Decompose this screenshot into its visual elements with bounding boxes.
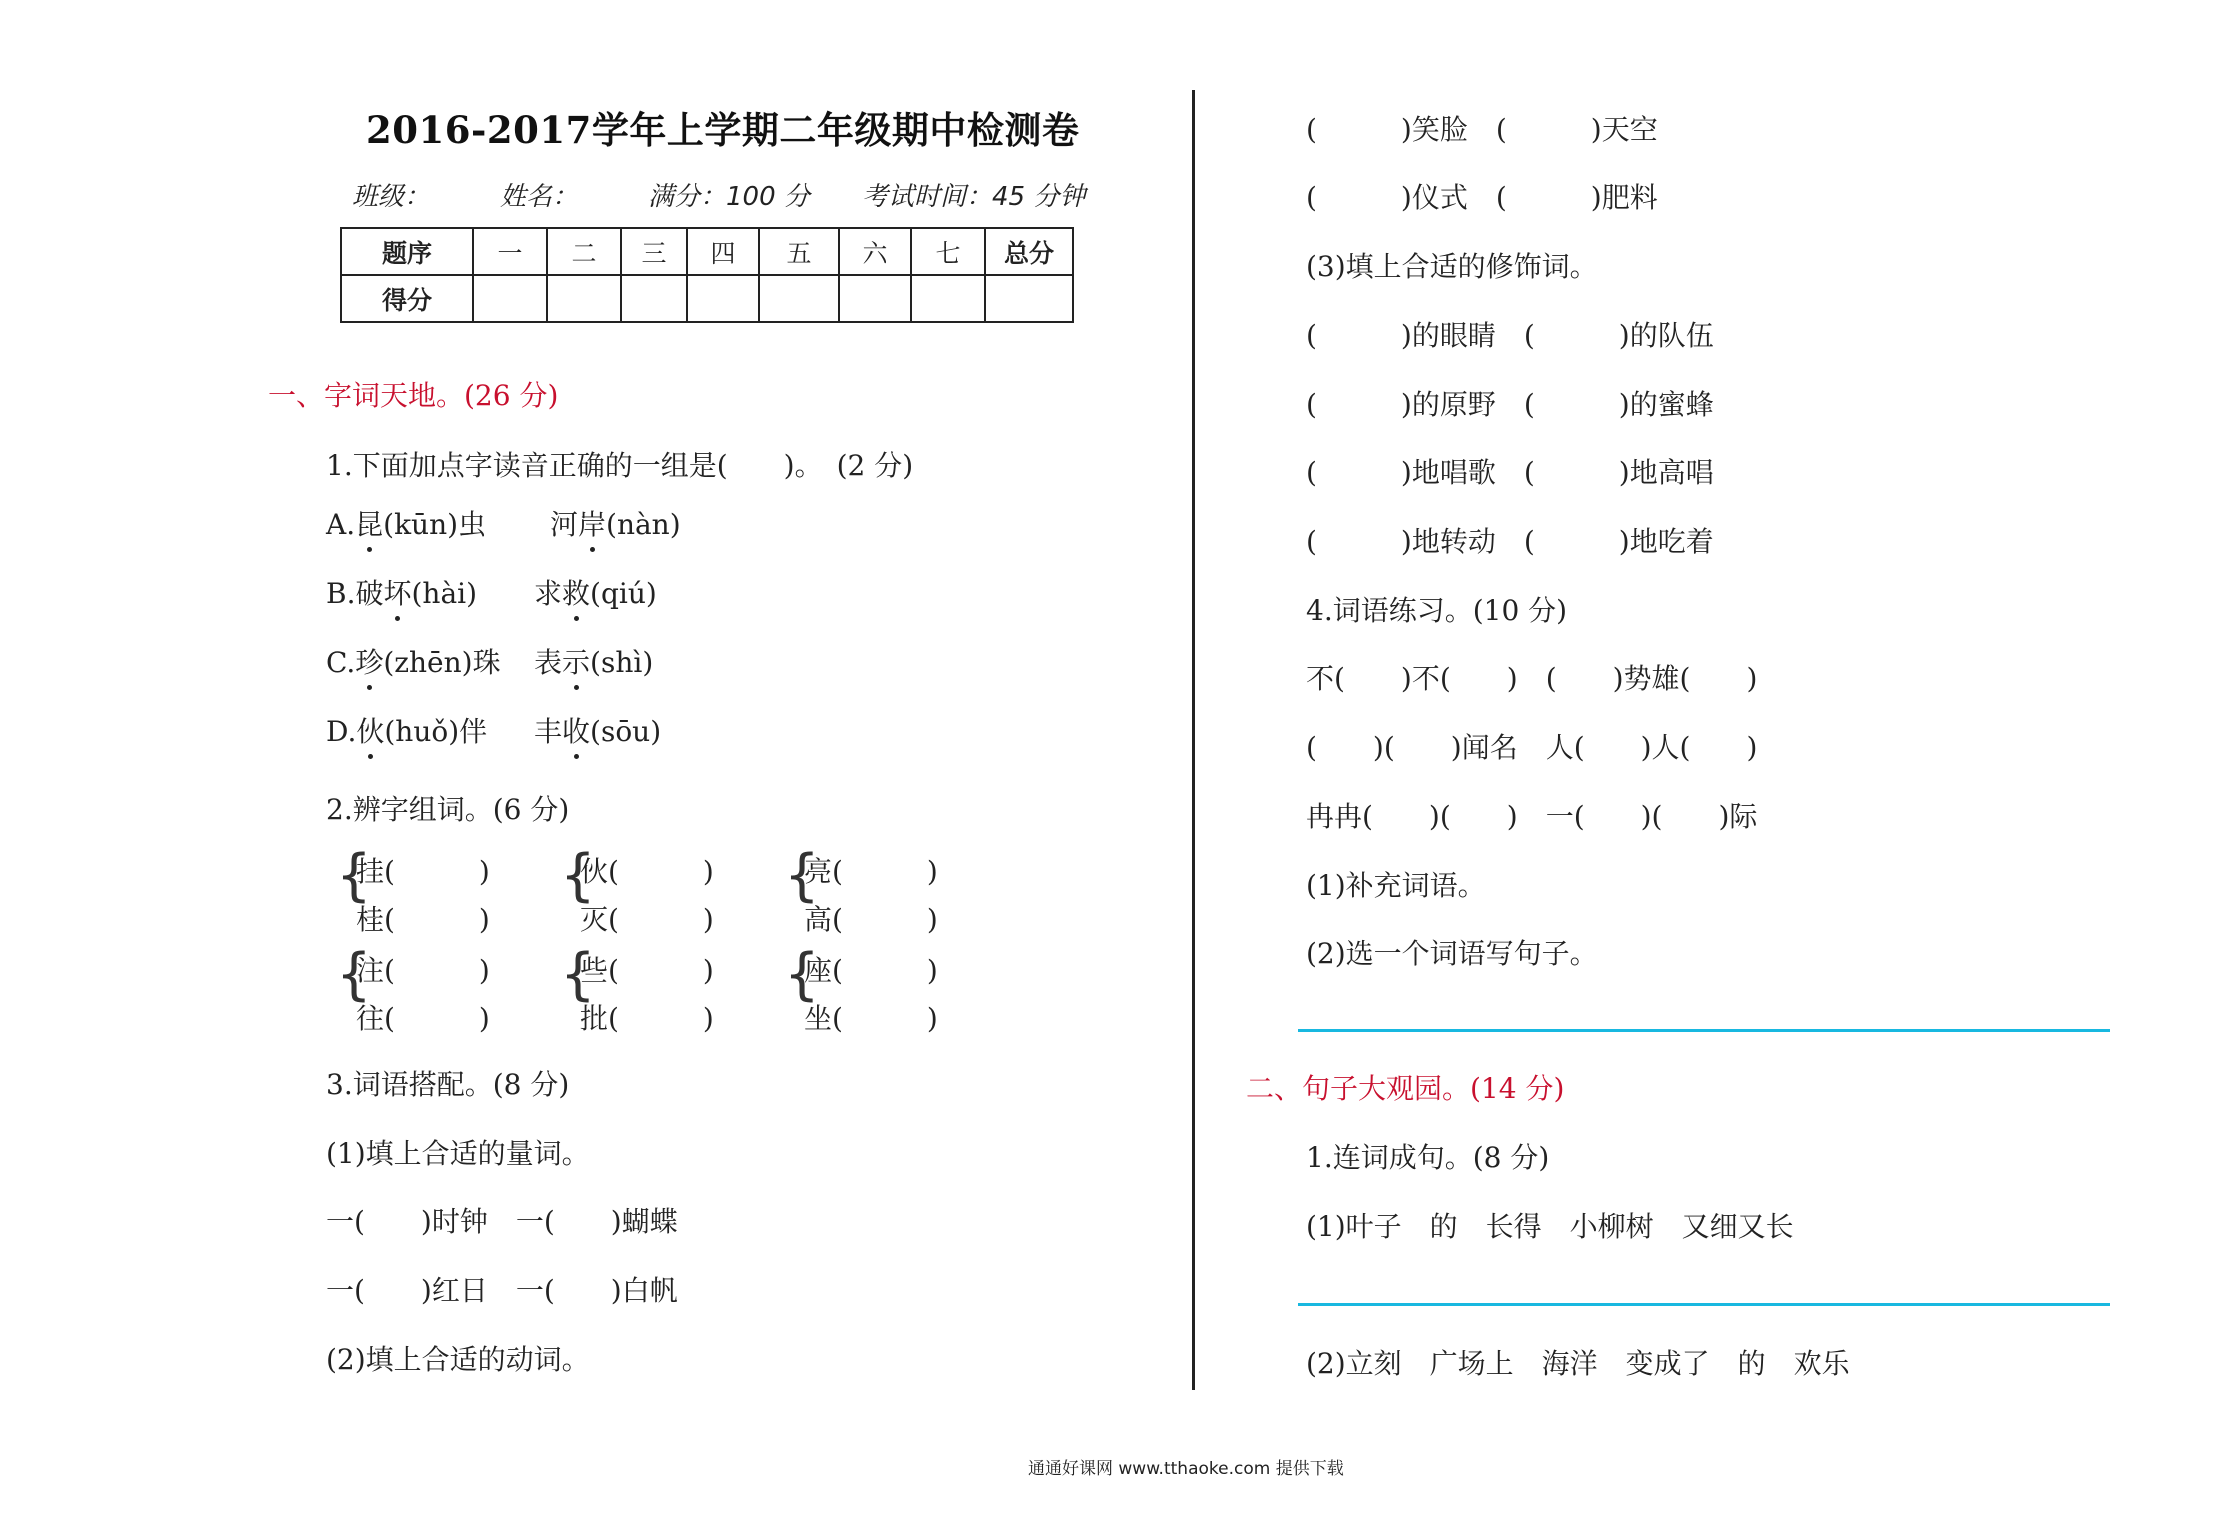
option-text: (shì) <box>590 646 654 679</box>
footer-credit: 通通好课网 www.tthaoke.com 提供下载 <box>1028 1459 1344 1479</box>
question-3: 3.词语搭配。(8 分) <box>326 1068 570 1101</box>
brace-icon: { <box>336 843 372 908</box>
modifier-line: ( )地唱歌 ( )地高唱 <box>1306 456 1714 489</box>
section2-question-1: 1.连词成句。(8 分) <box>1306 1141 1550 1174</box>
dotted-char: 收 <box>562 710 590 750</box>
option-text: 丰 <box>534 715 563 748</box>
option-text: (zhēn)珠 <box>383 646 501 679</box>
option-b <box>326 572 477 612</box>
section1-heading: 一、字词天地。(26 分) <box>268 379 559 412</box>
word-pair-item: 挂( ) <box>356 855 490 888</box>
option-text: (qiú) <box>590 577 657 610</box>
score-input-cell[interactable] <box>839 275 911 322</box>
question-4: 4.词语练习。(10 分) <box>1306 594 1568 627</box>
score-table-cell: 五 <box>759 228 839 275</box>
score-input-cell[interactable] <box>473 275 547 322</box>
score-input-cell[interactable] <box>621 275 687 322</box>
class-label: 班级： <box>352 182 431 212</box>
measure-word-line: 一( )红日 一( )白帆 <box>326 1274 678 1307</box>
score-table-cell: 得分 <box>341 275 473 322</box>
score-table <box>340 227 1074 323</box>
exam-time-label: 考试时间：45 分钟 <box>862 182 1086 212</box>
option-text: 表 <box>534 646 563 679</box>
option-text: A. <box>326 508 356 541</box>
question-3-2: (2)填上合适的动词。 <box>326 1343 590 1376</box>
score-input-cell[interactable] <box>547 275 621 322</box>
word-pair-item: 伙( ) <box>580 855 714 888</box>
option-b-2 <box>534 572 657 612</box>
word-pair-item: 桂( ) <box>356 903 490 936</box>
exam-title: 2016-2017学年上学期二年级期中检测卷 <box>366 108 1080 152</box>
word-pair-item: 坐( ) <box>804 1002 938 1035</box>
option-text: (nàn) <box>606 508 681 541</box>
question-2: 2.辨字组词。(6 分) <box>326 793 570 826</box>
word-pair-item: 批( ) <box>580 1002 714 1035</box>
word-pair-item: 灭( ) <box>580 903 714 936</box>
idiom-line: 不( )不( ) ( )势雄( ) <box>1306 662 1758 695</box>
score-table-cell: 三 <box>621 228 687 275</box>
word-pair-item: 亮( ) <box>804 855 938 888</box>
dotted-char: 珍 <box>355 641 383 681</box>
name-label: 姓名： <box>500 182 579 212</box>
verb-line: ( )仪式 ( )肥料 <box>1306 181 1658 214</box>
brace-icon: { <box>560 843 596 908</box>
dotted-char: 岸 <box>578 503 606 543</box>
option-c <box>326 641 501 681</box>
option-text: (sōu) <box>590 715 662 748</box>
option-text: (kūn)虫 <box>383 508 487 541</box>
option-a <box>326 503 486 543</box>
brace-icon: { <box>336 942 372 1007</box>
modifier-line: ( )的原野 ( )的蜜蜂 <box>1306 388 1714 421</box>
score-input-cell[interactable] <box>687 275 759 322</box>
verb-line: ( )笑脸 ( )天空 <box>1306 113 1658 146</box>
brace-icon: { <box>784 942 820 1007</box>
brace-icon: { <box>784 843 820 908</box>
score-table-cell: 六 <box>839 228 911 275</box>
question-3-1: (1)填上合适的量词。 <box>326 1137 590 1170</box>
dotted-char: 救 <box>562 572 590 612</box>
modifier-line: ( )地转动 ( )地吃着 <box>1306 525 1714 558</box>
score-table-cell: 二 <box>547 228 621 275</box>
answer-line[interactable] <box>1298 1029 2110 1032</box>
full-score-label: 满分：100 分 <box>648 182 810 212</box>
dotted-char: 昆 <box>355 503 383 543</box>
score-table-cell: 一 <box>473 228 547 275</box>
question-3-3: (3)填上合适的修饰词。 <box>1306 250 1598 283</box>
score-input-cell[interactable] <box>985 275 1073 322</box>
measure-word-line: 一( )时钟 一( )蝴蝶 <box>326 1205 678 1238</box>
sentence-prompt: (2)立刻 广场上 海洋 变成了 的 欢乐 <box>1306 1347 1850 1380</box>
brace-icon: { <box>560 942 596 1007</box>
word-pair-item: 座( ) <box>804 954 938 987</box>
idiom-line: 冉冉( )( ) 一( )( )际 <box>1306 800 1758 833</box>
answer-line[interactable] <box>1298 1303 2110 1306</box>
score-table-cell: 总分 <box>985 228 1073 275</box>
option-d <box>326 710 487 750</box>
word-pair-item: 高( ) <box>804 903 938 936</box>
idiom-line: ( )( )闻名 人( )人( ) <box>1306 731 1758 764</box>
question-4-2: (2)选一个词语写句子。 <box>1306 937 1598 970</box>
score-table-header-row <box>341 228 1073 275</box>
question-1: 1.下面加点字读音正确的一组是( )。 (2 分) <box>326 449 914 482</box>
column-divider <box>1192 90 1195 1390</box>
option-text: (hài) <box>411 577 478 610</box>
word-pair-item: 些( ) <box>580 954 714 987</box>
modifier-line: ( )的眼睛 ( )的队伍 <box>1306 319 1714 352</box>
score-table-cell: 题序 <box>341 228 473 275</box>
option-c-2 <box>534 641 653 681</box>
dotted-char: 坏 <box>383 572 411 612</box>
question-4-1: (1)补充词语。 <box>1306 869 1486 902</box>
word-pair-item: 注( ) <box>356 954 490 987</box>
option-text: C. <box>326 646 356 679</box>
sentence-prompt: (1)叶子 的 长得 小柳树 又细又长 <box>1306 1210 1794 1243</box>
score-table-cell: 七 <box>911 228 985 275</box>
score-input-cell[interactable] <box>911 275 985 322</box>
dotted-char: 伙 <box>356 710 384 750</box>
option-text: (huǒ)伴 <box>384 715 488 748</box>
option-a-2 <box>550 503 681 543</box>
option-text: 河 <box>550 508 579 541</box>
dotted-char: 示 <box>562 641 590 681</box>
score-table-cell: 四 <box>687 228 759 275</box>
option-text: D. <box>326 715 357 748</box>
score-table-score-row <box>341 275 1073 322</box>
score-input-cell[interactable] <box>759 275 839 322</box>
option-text: B.破 <box>326 577 384 610</box>
option-d-2 <box>534 710 661 750</box>
section2-heading: 二、句子大观园。(14 分) <box>1246 1072 1565 1105</box>
option-text: 求 <box>534 577 563 610</box>
word-pair-item: 往( ) <box>356 1002 490 1035</box>
